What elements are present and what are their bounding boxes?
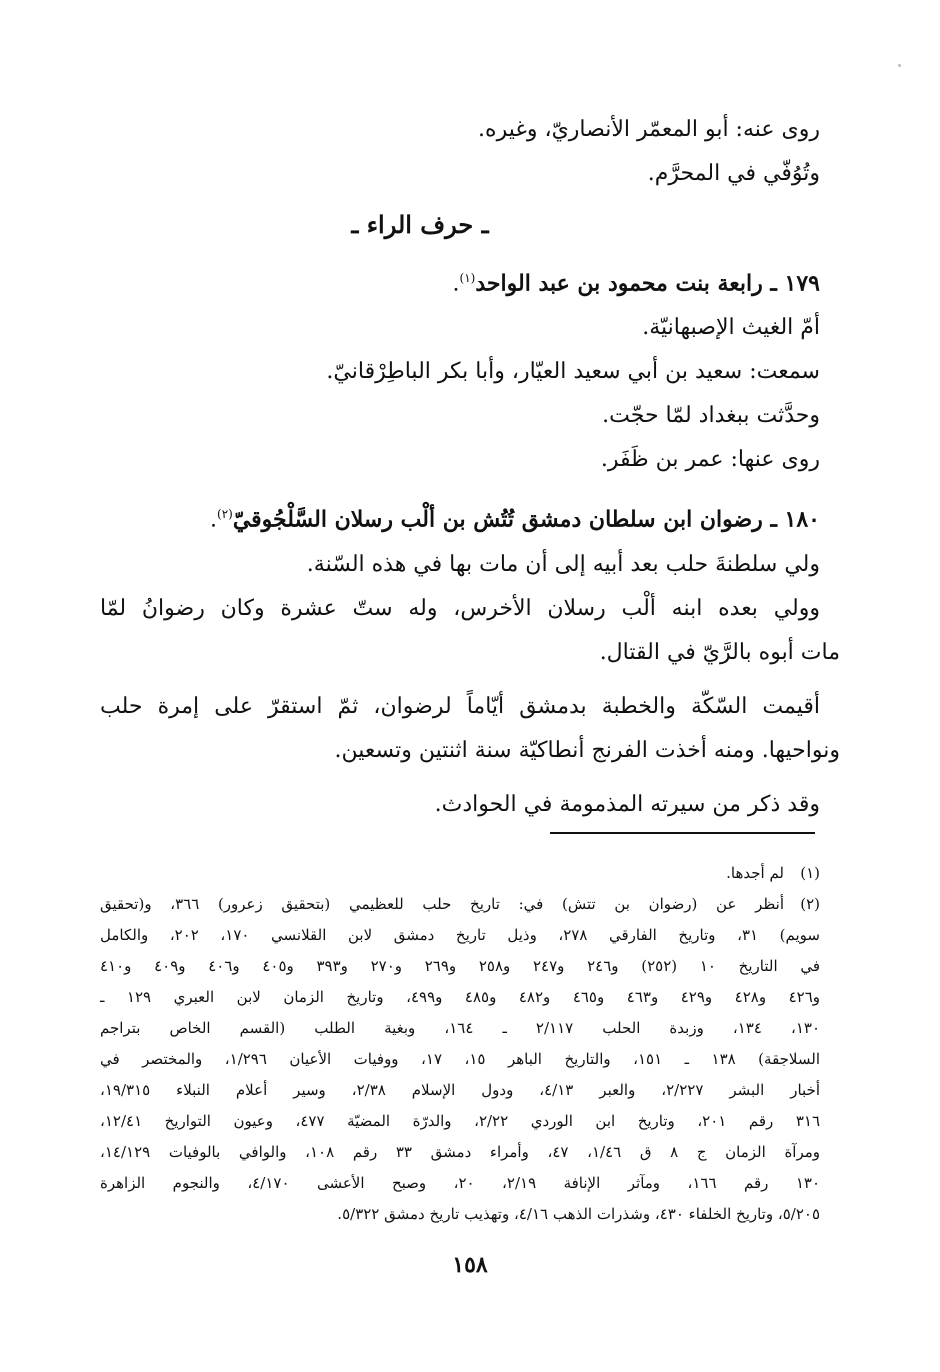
footnote-number: (٢) xyxy=(800,895,820,913)
footnote-line: ٣١٦ رقم ٢٠١، وتاريخ ابن الوردي ٢/٢٢، والدرّة المضيّة ٤٧٧، وعيون التواريخ ١٢/٤١، xyxy=(100,1112,820,1130)
scan-speck xyxy=(898,64,901,67)
footnote-1 xyxy=(100,858,820,889)
footnote-text xyxy=(100,858,784,889)
entry-title-text: ١٧٩ ـ رابعة بنت محمود بن عبد الواحد xyxy=(475,270,820,297)
text-line: ونواحيها. ومنه أخذت الفرنج أنطاكيّة سنة اثنتين وتسعين. xyxy=(334,737,840,763)
entry-180-title xyxy=(100,492,820,542)
text-line: أقيمت السّكّة والخطبة بدمشق أيّاماً لرضوان، ثمّ استقرّ على إمرة حلب xyxy=(100,693,820,719)
footnote-separator xyxy=(550,832,815,834)
text-line: سمعت: سعيد بن أبي سعيد العيّار، وأبا بكر الباطِرْقانيّ. xyxy=(326,359,820,385)
title-end: . xyxy=(452,271,460,297)
text-line: وتُوُفّي في المحرَّم. xyxy=(647,161,820,186)
section-heading: ـ حرف الراء ـ xyxy=(351,210,489,239)
footnote-marker: (٢) xyxy=(217,507,233,522)
footnotes xyxy=(100,858,820,1230)
text-line: وولي بعده ابنه ألْب رسلان الأخرس، وله ستّ عشرة وكان رضوانُ لمّا xyxy=(100,595,820,621)
footnote-line: ١٣٠ رقم ١٦٦، ومآثر الإنافة ٢/١٩، ٢٠، وصبح الأعشى ٤/١٧٠، والنجوم الزاهرة xyxy=(100,1174,821,1192)
text-line: وحدَّثت ببغداد لمّا حجّت. xyxy=(602,403,820,429)
title-end: . xyxy=(210,507,217,533)
text-line: ولي سلطنةَ حلب بعد أبيه إلى أن مات بها في هذه السّنة. xyxy=(306,551,820,577)
footnote-marker: (١) xyxy=(459,271,476,285)
text-line: مات أبوه بالرَّيّ في القتال. xyxy=(599,639,840,665)
footnote-line: أخبار البشر ٢/٢٢٧، والعبر ٤/١٣، ودول الإسلام ٢/٣٨، وسير أعلام النبلاء ١٩/٣١٥، xyxy=(100,1081,820,1099)
main-text xyxy=(100,108,840,827)
footnote-line: و٤٢٦ و٤٢٨ و٤٢٩ و٤٦٣ و٤٦٥ و٤٨٢ و٤٨٥ و٤٩٩، وتاريخ الزمان لابن العبري ١٢٩ ـ xyxy=(100,988,821,1006)
text-line: أمّ الغيث الإصبهانيّة. xyxy=(642,315,820,341)
text-line: روى عنه: أبو المعمّر الأنصاريّ، وغيره. xyxy=(478,117,820,142)
footnote-line: في التاريخ ١٠ (٢٥٢) و٢٤٦ و٢٤٧ و٢٥٨ و٢٦٩ و٢٧٠ و٣٩٣ و٤٠٥ و٤٠٦ و٤٠٩ و٤١٠ xyxy=(100,957,820,975)
text-line: روى عنها: عمر بن ظَفَر. xyxy=(600,447,820,473)
entry-179-title xyxy=(100,256,820,306)
footnote-line: ١٣٠، ١٣٤، وزبدة الحلب ٢/١١٧ ـ ١٦٤، وبغية الطلب (القسم الخاص بتراجم xyxy=(100,1019,821,1037)
footnote-line: السلاجقة) ١٣٨ ـ ١٥١، والتاريخ الباهر ١٥، ١٧، ووفيات الأعيان ١/٢٩٦، والمختصر في xyxy=(100,1050,820,1068)
footnote-line: سويم) ٣١، وتاريخ الفارقي ٢٧٨، وذيل تاريخ دمشق لابن القلانسي ١٧٠، ٢٠٢، والكامل xyxy=(100,926,820,944)
footnote-line: ومرآة الزمان ج ٨ ق ١/٤٦، ٤٧، وأمراء دمشق ٣٣ رقم ١٠٨، والوافي بالوفيات ١٤/١٢٩، xyxy=(100,1143,821,1161)
page-number: ١٥٨ xyxy=(452,1252,488,1278)
footnote-text xyxy=(100,889,821,1230)
footnote-number: (١) xyxy=(800,864,820,882)
footnote-line: ٥/٢٠٥، وتاريخ الخلفاء ٤٣٠، وشذرات الذهب ٤/١٦، وتهذيب تاريخ دمشق ٥/٣٢٢. xyxy=(337,1205,820,1223)
text-line: وقد ذكر من سيرته المذمومة في الحوادث. xyxy=(434,791,820,817)
footnote-2 xyxy=(100,889,820,1230)
entry-title-text: ١٨٠ ـ رضوان ابن سلطان دمشق تُتُش بن ألْب رسلان السَّلْجُوقيّ xyxy=(232,506,820,533)
footnote-line: لم أجدها. xyxy=(726,864,784,882)
footnote-line: أنظر عن (رضوان بن تتش) في: تاريخ حلب للعظيمي (بتحقيق زعرور) ٣٦٦، و(تحقيق xyxy=(100,895,784,913)
